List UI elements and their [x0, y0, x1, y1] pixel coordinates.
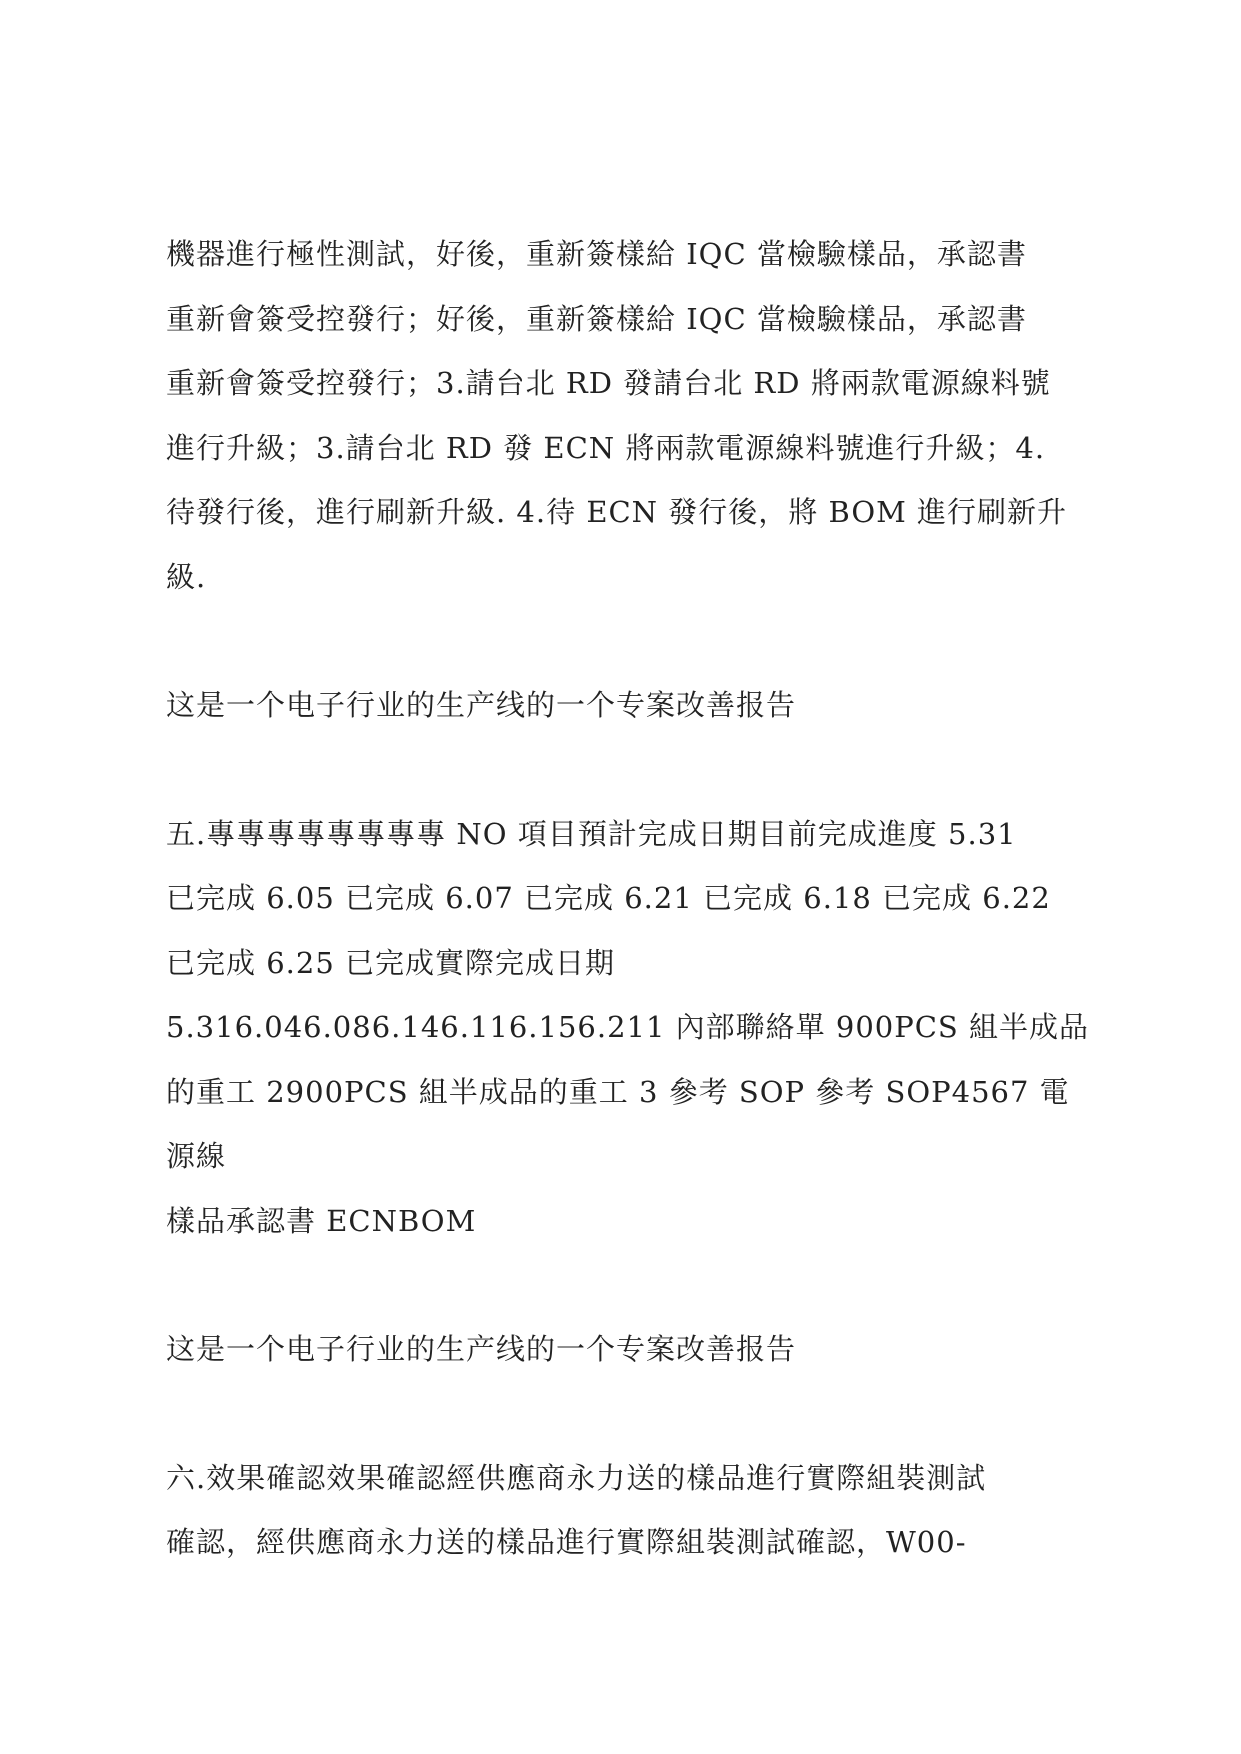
- line: 樣品承認書 ECNBOM: [166, 1203, 477, 1238]
- line: 已完成 6.05 已完成 6.07 已完成 6.21 已完成 6.18 已完成 6.22: [166, 881, 1051, 915]
- line: 的重工 2900PCS 組半成品的重工 3 參考 SOP 參考 SOP4567 電源線: [166, 1074, 1070, 1173]
- line: 待發行後，進行刷新升級. 4.待 ECN 發行後，將 BOM 進行刷新升: [166, 495, 1068, 529]
- paragraph-effect-confirmation: [166, 1446, 1091, 1575]
- line: 六.效果確認效果確認經供應商永力送的樣品進行實際組裝測試: [166, 1460, 987, 1495]
- spacer: [166, 1253, 1091, 1317]
- document-page: [166, 222, 1091, 1575]
- spacer: [166, 1382, 1091, 1446]
- line: 進行升級；3.請台北 RD 發 ECN 將兩款電源線料號進行升級；4.: [166, 430, 1046, 465]
- paragraph-process-steps: [166, 222, 1091, 609]
- line: 5.316.046.086.146.116.156.211 內部聯絡單 900PCS 組半成品: [166, 1010, 1090, 1044]
- line: 五.專專專專專專專專 NO 項目預計完成日期目前完成進度 5.31: [166, 816, 1017, 851]
- line: 機器進行極性測試，好後，重新簽樣給 IQC 當檢驗樣品，承認書: [166, 237, 1027, 271]
- spacer: [166, 609, 1091, 673]
- report-note: 这是一个电子行业的生产线的一个专案改善报告: [166, 1332, 797, 1366]
- line: 確認，經供應商永力送的樣品進行實際組裝測試確認，W00-: [166, 1525, 967, 1559]
- line: 已完成 6.25 已完成實際完成日期: [166, 945, 616, 980]
- report-note: 这是一个电子行业的生产线的一个专案改善报告: [166, 688, 797, 722]
- paragraph-schedule: [166, 802, 1091, 1254]
- line: 級.: [166, 559, 207, 594]
- line: 重新會簽受控發行；好後，重新簽樣給 IQC 當檢驗樣品，承認書: [166, 301, 1027, 336]
- line: 重新會簽受控發行；3.請台北 RD 發請台北 RD 將兩款電源線料號: [166, 366, 1051, 400]
- spacer: [166, 738, 1091, 802]
